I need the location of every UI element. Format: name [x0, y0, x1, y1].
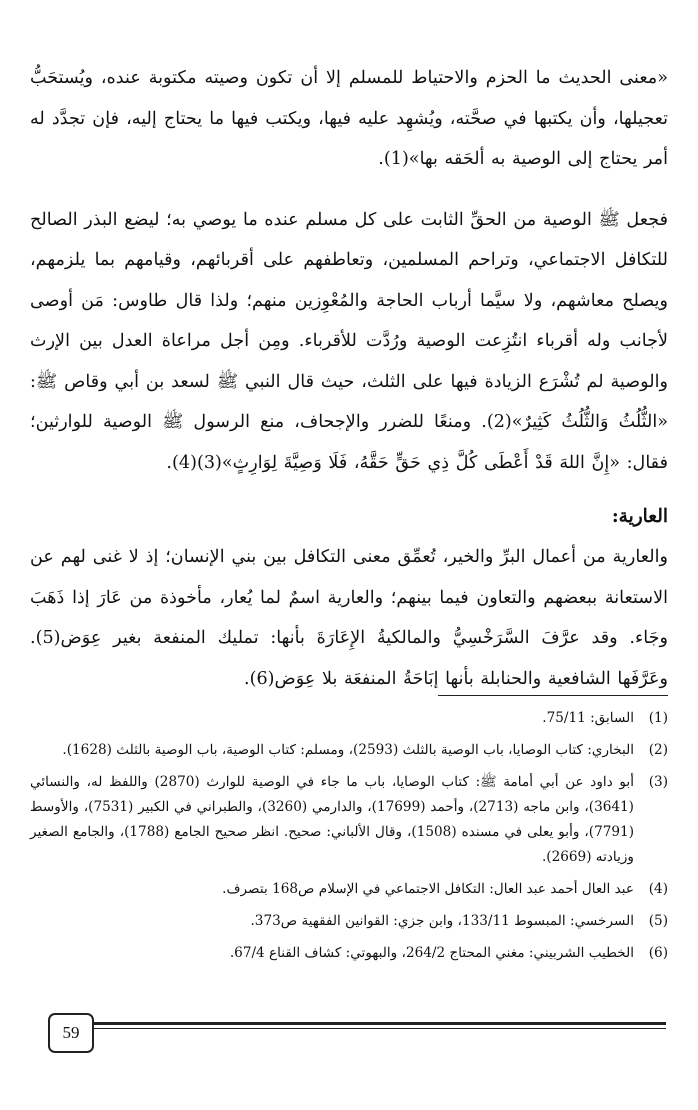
footnote-text: السابق: 75/11.: [542, 710, 634, 726]
footnote-text: أبو داود عن أبي أمامة ﷺ: كتاب الوصايا، باب ما جاء في الوصية للوارث (2870) واللفظ له، والنسائي (3641)، وابن ماجه (2713)، وأحمد (17699)، والدارمي (3260)، والطبراني في الكبير (7531)، والأوسط (7791)، وأبو يعلى في مسنده (1508)، وقال الألباني: صحيح. انظر صحيح الجامع (1788)، والجامع الصغير وزيادته (2669).: [30, 774, 634, 865]
footnote-number: (6): [648, 945, 668, 961]
footnote-number: (4): [648, 881, 668, 897]
footer-rule: [90, 1022, 666, 1025]
footnote: [30, 738, 668, 763]
footnote: [30, 770, 668, 870]
paragraph-3: والعارية من أعمال البرِّ والخير، تُعمِّق معنى التكافل بين بني الإنسان؛ إذ لا غنى لهم عن الاستعانة ببعضهم والتعاون فيما بينهم؛ والعارية اسمٌ لما يُعار، مأخوذة من عَارَ إذا ذَهَبَ وجَاء. وقد عرَّفَ السَّرَخْسِيُّ والمالكيةُ الإِعَارَةَ بأنها: تمليك المنفعة بغير عِوَض(5). وعَرَّفَها الشافعية والحنابلة بأنها إبَاحَةُ المنفعَة بلا عِوَض(6).: [30, 547, 668, 689]
page-number: 59: [48, 1013, 94, 1053]
footnote-text: عبد العال أحمد عبد العال: التكافل الاجتماعي في الإسلام ص168 بتصرف.: [222, 881, 634, 897]
footnote-divider: [438, 695, 668, 696]
footnote: [30, 909, 668, 934]
footnotes: [30, 706, 668, 973]
footnote-text: الخطيب الشربيني: مغني المحتاج 264/2، والبهوتي: كشاف القناع 67/4.: [229, 945, 634, 961]
footnote-number: (1): [648, 710, 668, 726]
main-text: [30, 58, 668, 699]
footnote: [30, 877, 668, 902]
footnote-number: (3): [648, 774, 668, 790]
paragraph-2: فجعل ﷺ الوصية من الحقِّ الثابت على كل مسلم عنده ما يوصي به؛ ليضع البذر الصالح للتكافل الاجتماعي، وتراحم المسلمين، وتعاطفهم على أقربائهم، وقيامهم بما يلزمهم، ويصلح معاشهم، ولا سيَّما أرباب الحاجة والمُعْوِزين منهم؛ ولذا قال طاوس: مَن أوصى لأجانب وله أقرباء انتُزِعت الوصية ورُدَّت للأقرباء. ومِن أجل مراعاة العدل بين الإرث والوصية لم تُشْرَع الزيادة فيها على الثلث، حيث قال النبي ﷺ لسعد بن أبي وقاص ﷺ: «الثُّلُثُ وَالثُّلُثُ كَثِيرٌ»(2). ومنعًا للضرر والإجحاف، منع الرسول ﷺ الوصية للوارثين؛ فقال: «إِنَّ اللهَ قَدْ أَعْطَى كُلَّ ذِي حَقٍّ حَقَّهُ، فَلَا وَصِيَّةَ لِوَارِثٍ»(3)(4).: [30, 209, 668, 473]
footnote-text: البخاري: كتاب الوصايا، باب الوصية بالثلث (2593)، ومسلم: كتاب الوصية، باب الوصية بالثلث (1628).: [62, 742, 634, 758]
section-heading: العارية:: [611, 506, 668, 527]
footnote-text: السرخسي: المبسوط 133/11، وابن جزي: القوانين الفقهية ص373.: [250, 913, 634, 929]
footer-rule-thin: [90, 1028, 666, 1029]
footnote: [30, 941, 668, 966]
footnote: [30, 706, 668, 731]
footnote-number: (2): [648, 742, 668, 758]
footnote-number: (5): [648, 913, 668, 929]
paragraph-1: «معنى الحديث ما الحزم والاحتياط للمسلم إلا أن تكون وصيته مكتوبة عنده، ويُستحَبُّ تعجيلها، وأن يكتبها في صحَّته، ويُشهِد عليه فيها، ويكتب فيها ما يحتاج إليه، فإن تجدَّد له أمر يحتاج إلى الوصية به ألحَقه بها»(1).: [30, 68, 668, 169]
